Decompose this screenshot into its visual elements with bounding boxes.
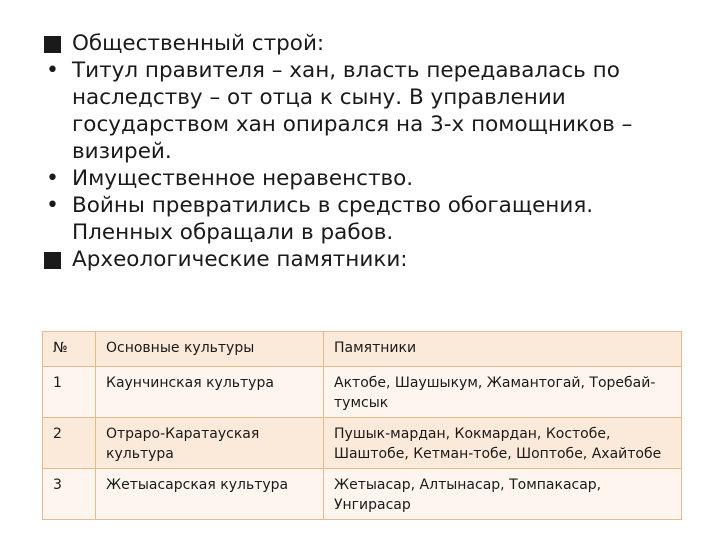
- cell-monuments: Пушык-мардан, Кокмардан, Костобе, Шаштобе, Кетман-тобе, Шоптобе, Ахайтобе: [324, 418, 682, 469]
- cell-number: 1: [43, 367, 96, 418]
- heading-archaeological-sites: [44, 246, 694, 273]
- cell-monuments: Актобе, Шаушыкум, Жамантогай, Торебай-тумсык: [324, 367, 682, 418]
- square-bullet-icon: [44, 36, 61, 53]
- bullet-text: Археологические памятники:: [72, 247, 408, 272]
- bullet-property-inequality: [44, 165, 694, 192]
- cell-monuments: Жетыасар, Алтынасар, Томпакасар, Унгирасар: [324, 469, 682, 520]
- dot-bullet-icon: •: [46, 58, 59, 83]
- table-row: [43, 418, 682, 469]
- table-row: [43, 367, 682, 418]
- bullet-text: Титул правителя – хан, власть передавалась по наследству – от отца к сыну. В управлении государством хан опирался на 3-х помощников – визирей.: [72, 58, 633, 164]
- cell-number: 2: [43, 418, 96, 469]
- header-cultures: Основные культуры: [96, 332, 324, 367]
- cell-culture: Каунчинская культура: [96, 367, 324, 418]
- bullet-list: [44, 30, 694, 273]
- header-number: №: [43, 332, 96, 367]
- square-bullet-icon: [44, 252, 61, 269]
- cell-culture: Жетыасарская культура: [96, 469, 324, 520]
- heading-social-structure: [44, 30, 694, 57]
- bullet-ruler-title: [44, 57, 694, 165]
- bullet-text: Войны превратились в средство обогащения. Пленных обращали в рабов.: [72, 193, 594, 245]
- bullet-text: Общественный строй:: [72, 31, 325, 56]
- cell-culture: Отраро-Каратауская культура: [96, 418, 324, 469]
- table-row: [43, 469, 682, 520]
- dot-bullet-icon: •: [46, 193, 59, 218]
- bullet-wars: [44, 192, 694, 246]
- table-header-row: [43, 332, 682, 367]
- cell-number: 3: [43, 469, 96, 520]
- dot-bullet-icon: •: [46, 166, 59, 191]
- bullet-text: Имущественное неравенство.: [72, 166, 414, 191]
- cultures-table: [42, 331, 682, 520]
- header-monuments: Памятники: [324, 332, 682, 367]
